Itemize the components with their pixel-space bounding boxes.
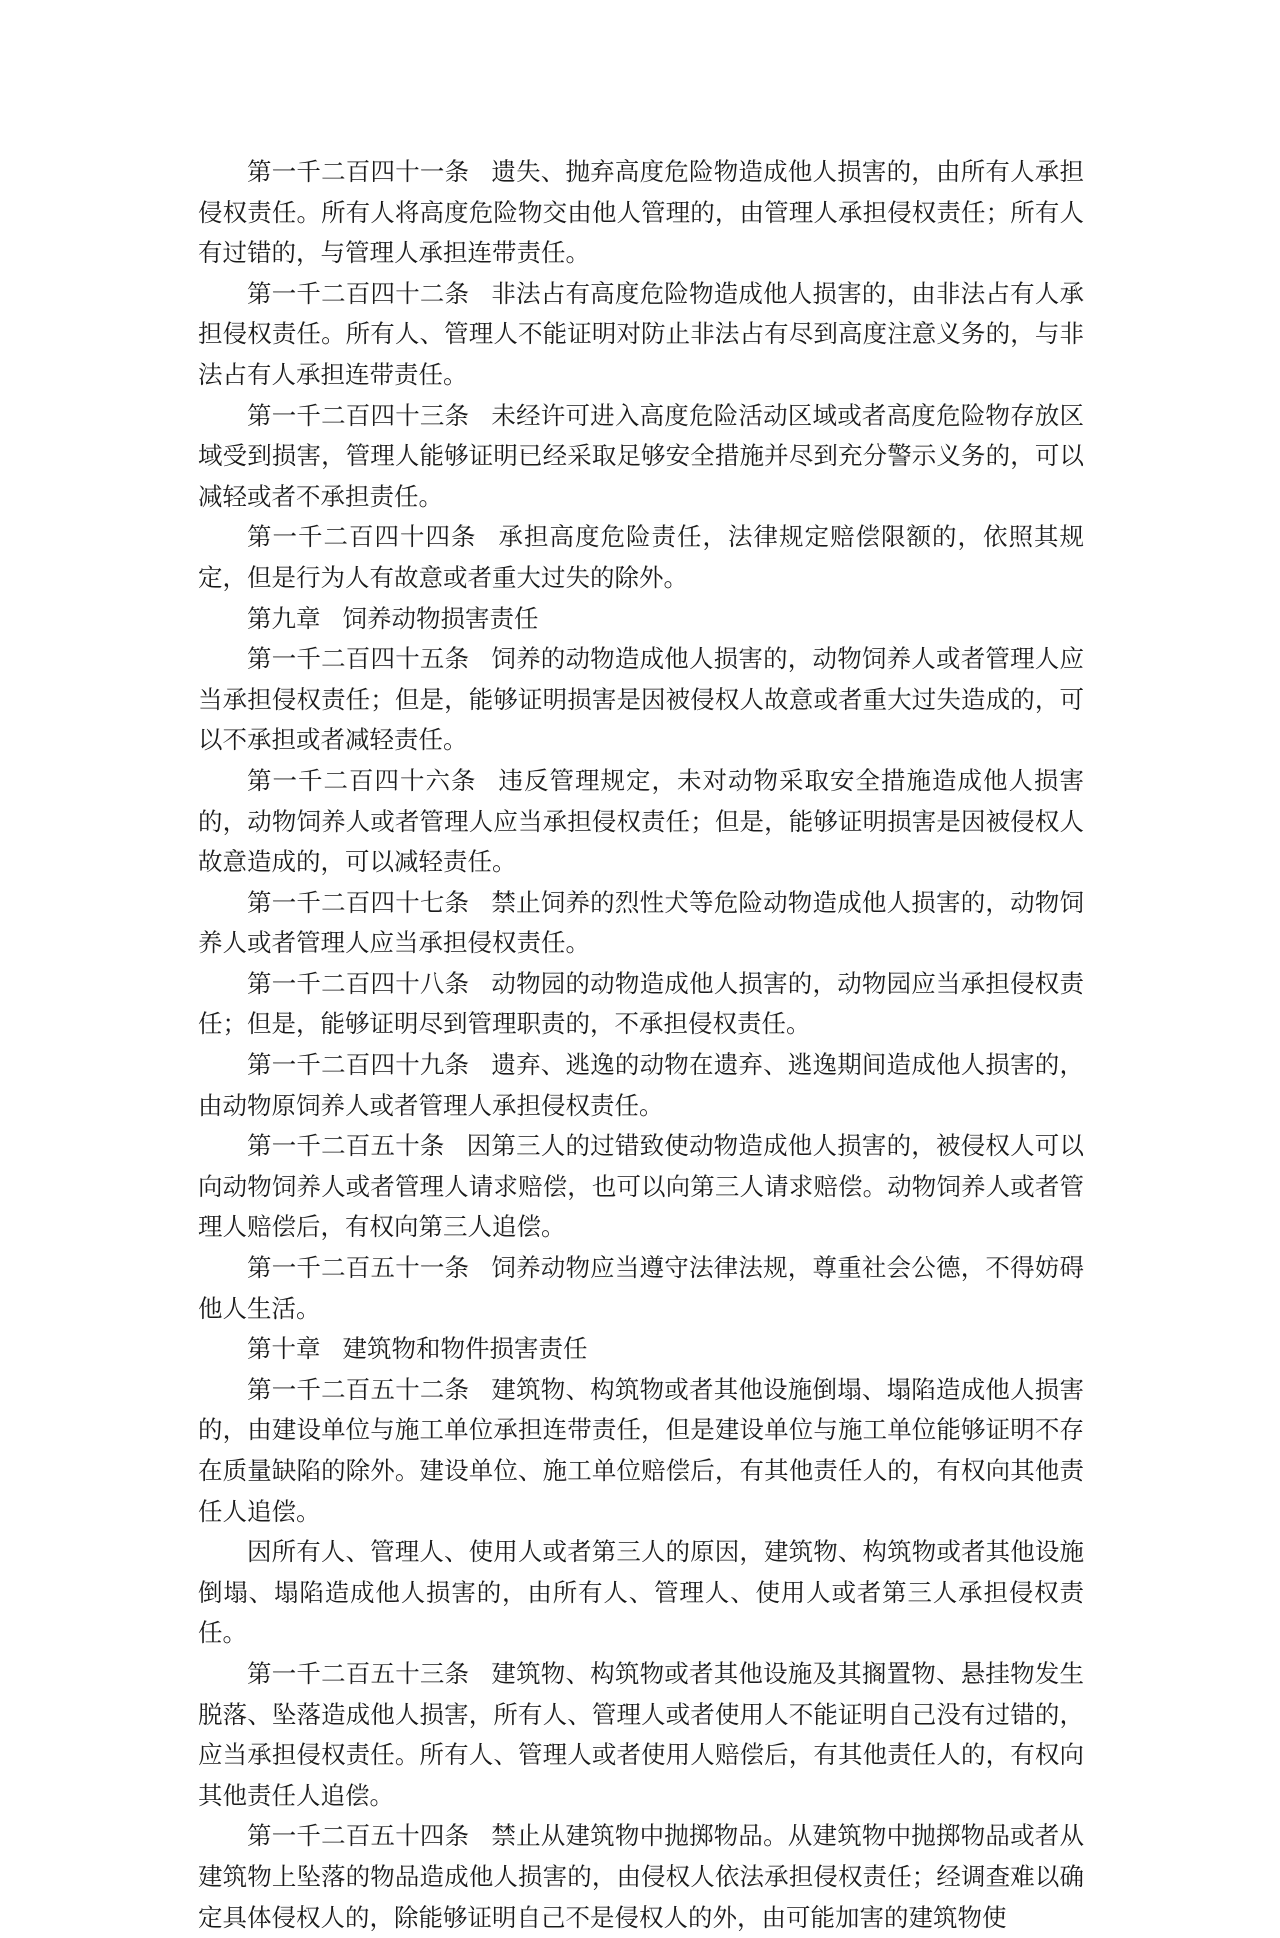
article-1253	[198, 1654, 1084, 1816]
article-text: 未经许可进入高度危险活动区域或者高度危险物存放区域受到损害，管理人能够证明已经采取足够安全措施并尽到充分警示义务的，可以减轻或者不承担责任。	[198, 400, 1085, 511]
article-1243	[198, 396, 1084, 518]
article-1244	[198, 517, 1084, 598]
article-text: 违反管理规定，未对动物采取安全措施造成他人损害的，动物饲养人或者管理人应当承担侵权责任；但是，能够证明损害是因被侵权人故意造成的，可以减轻责任。	[198, 765, 1085, 877]
article-1252-paragraph-2	[198, 1532, 1084, 1654]
article-1249	[198, 1045, 1084, 1126]
paragraph-text: 因所有人、管理人、使用人或者第三人的原因，建筑物、构筑物或者其他设施倒塌、塌陷造成他人损害的，由所有人、管理人、使用人或者第三人承担侵权责任。	[198, 1537, 1084, 1648]
article-text: 饲养动物应当遵守法律法规，尊重社会公德，不得妨碍他人生活。	[198, 1253, 1085, 1323]
article-number: 第一千二百四十一条	[247, 157, 470, 186]
article-number: 第一千二百四十三条	[247, 400, 470, 430]
article-1241	[198, 152, 1084, 274]
article-text: 禁止从建筑物中抛掷物品。从建筑物中抛掷物品或者从建筑物上坠落的物品造成他人损害的，由侵权人依法承担侵权责任；经调查难以确定具体侵权人的，除能够证明自己不是侵权人的外，由可能加害的建筑物使	[198, 1821, 1085, 1932]
article-number: 第一千二百五十一条	[247, 1253, 470, 1283]
chapter-title: 建筑物和物件损害责任	[342, 1334, 588, 1364]
article-number: 第一千二百四十六条	[247, 765, 477, 795]
article-number: 第一千二百四十二条	[247, 278, 470, 308]
article-text: 饲养的动物造成他人损害的，动物饲养人或者管理人应当承担侵权责任；但是，能够证明损害是因被侵权人故意或者重大过失造成的，可以不承担或者减轻责任。	[198, 644, 1085, 755]
article-text: 建筑物、构筑物或者其他设施倒塌、塌陷造成他人损害的，由建设单位与施工单位承担连带责任，但是建设单位与施工单位能够证明不存在质量缺陷的除外。建设单位、施工单位赔偿后，有其他责任人的，有权向其他责任人追偿。	[198, 1374, 1085, 1526]
article-number: 第一千二百四十四条	[247, 522, 477, 552]
article-text: 动物园的动物造成他人损害的，动物园应当承担侵权责任；但是，能够证明尽到管理职责的，不承担侵权责任。	[198, 968, 1085, 1039]
article-1247	[198, 883, 1084, 964]
article-text: 承担高度危险责任，法律规定赔偿限额的，依照其规定，但是行为人有故意或者重大过失的除外。	[198, 522, 1085, 592]
article-text: 遗失、抛弃高度危险物造成他人损害的，由所有人承担侵权责任。所有人将高度危险物交由他人管理的，由管理人承担侵权责任；所有人有过错的，与管理人承担连带责任。	[198, 157, 1085, 268]
chapter-number: 第十章	[247, 1334, 321, 1364]
article-1248	[198, 964, 1084, 1045]
article-text: 非法占有高度危险物造成他人损害的，由非法占有人承担侵权责任。所有人、管理人不能证明对防止非法占有尽到高度注意义务的，与非法占有人承担连带责任。	[198, 278, 1085, 389]
article-1245	[198, 639, 1084, 761]
chapter-number: 第九章	[247, 603, 321, 633]
article-text: 遗弃、逃逸的动物在遗弃、逃逸期间造成他人损害的，由动物原饲养人或者管理人承担侵权责任。	[198, 1050, 1085, 1120]
chapter-heading-10	[198, 1329, 1084, 1370]
article-1251	[198, 1248, 1084, 1329]
article-number: 第一千二百四十五条	[247, 644, 470, 674]
article-number: 第一千二百五十二条	[247, 1374, 470, 1404]
article-1254	[198, 1816, 1084, 1938]
document-body	[198, 152, 1084, 1938]
article-1250	[198, 1126, 1084, 1248]
chapter-title: 饲养动物损害责任	[342, 603, 539, 633]
article-text: 因第三人的过错致使动物造成他人损害的，被侵权人可以向动物饲养人或者管理人请求赔偿，也可以向第三人请求赔偿。动物饲养人或者管理人赔偿后，有权向第三人追偿。	[198, 1131, 1085, 1242]
article-1252	[198, 1370, 1084, 1532]
article-number: 第一千二百四十七条	[247, 887, 470, 917]
article-text: 建筑物、构筑物或者其他设施及其搁置物、悬挂物发生脱落、坠落造成他人损害，所有人、管理人或者使用人不能证明自己没有过错的，应当承担侵权责任。所有人、管理人或者使用人赔偿后，有其他责任人的，有权向其他责任人追偿。	[198, 1658, 1085, 1810]
article-number: 第一千二百五十三条	[247, 1658, 470, 1688]
article-number: 第一千二百五十条	[247, 1131, 445, 1161]
article-text: 禁止饲养的烈性犬等危险动物造成他人损害的，动物饲养人或者管理人应当承担侵权责任。	[198, 887, 1085, 958]
article-1242	[198, 274, 1084, 396]
article-number: 第一千二百五十四条	[247, 1821, 470, 1851]
article-number: 第一千二百四十八条	[247, 968, 470, 998]
article-1246	[198, 761, 1084, 883]
article-number: 第一千二百四十九条	[247, 1050, 470, 1080]
chapter-heading-9	[198, 599, 1084, 640]
